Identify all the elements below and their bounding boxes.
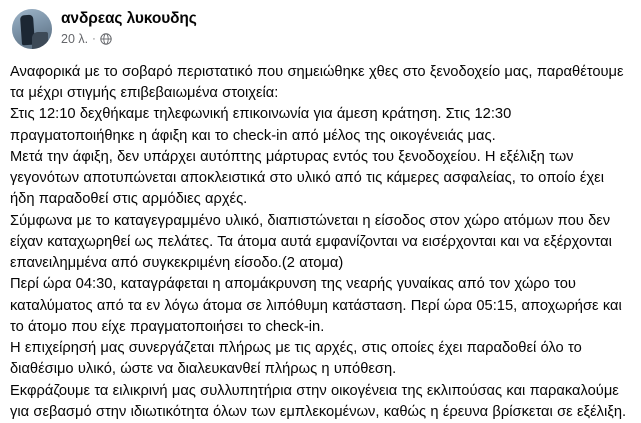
avatar-foreground (32, 32, 48, 49)
post-header (0, 0, 641, 49)
avatar[interactable] (12, 9, 52, 49)
post-body-text: Αναφορικά με το σοβαρό περιστατικό που σημειώθηκε χθες στο ξενοδοχείο μας, παραθέτουμε τα μέχρι στιγμής επιβεβαιωμένα στοιχεία: Στις 12:10 δεχθήκαμε τηλεφωνική επικοινωνία για άμεση κράτηση. Στις 12:30 πραγματοποιήθηκε η άφιξη και το check-in από μέλος της οικογένειάς μας. Μετά την άφιξη, δεν υπάρχει αυτόπτης μάρτυρας εντός του ξενοδοχείου. Η εξέλιξη των γεγονότων αποτυπώνεται αποκλειστικά στο υλικό από τις κάμερες ασφαλείας, το οποίο έχει ήδη παραδοθεί στις αρμόδιες αρχές. Σύμφωνα με το καταγεγραμμένο υλικό, διαπιστώνεται η είσοδος στον χώρο ατόμων που δεν είχαν καταχωρηθεί ως πελάτες. Τα άτομα αυτά εμφανίζονται να εισέρχονται και να εξέρχονται επανειλημμένα από συγκεκριμένη είσοδο.(2 ατομα) Περί ώρα 04:30, καταγράφεται η απομάκρυνση της νεαρής γυναίκας από τον χώρο του καταλύματος από τα εν λόγω άτομα σε λιπόθυμη κατάσταση. Περί ώρα 05:15, αποχωρήσε και το άτομο που είχε πραγματοποιήσει το check-in. Η επιχείρησή μας συνεργάζεται πλήρως με τις αρχές, στις οποίες έχει παραδοθεί όλο το διαθέσιμο υλικό, ώστε να διαλευκανθεί πλήρως η υπόθεση. Εκφράζουμε τα ειλικρινή μας συλλυπητήρια στην οικογένεια της εκλιπούσας και παρακαλούμε για σεβασμό στην ιδιωτικότητα όλων των εμπλεκομένων, καθώς η έρευνα βρίσκεται σε εξέλιξη. (10, 64, 627, 420)
post-body (0, 49, 641, 423)
post-header-text (61, 9, 197, 47)
post-author-name[interactable]: ανδρεας λυκουδης (61, 10, 197, 27)
post-timestamp[interactable]: 20 λ. (61, 31, 89, 46)
post-meta (61, 32, 197, 47)
meta-separator-dot: · (92, 32, 96, 45)
globe-icon (100, 33, 112, 45)
